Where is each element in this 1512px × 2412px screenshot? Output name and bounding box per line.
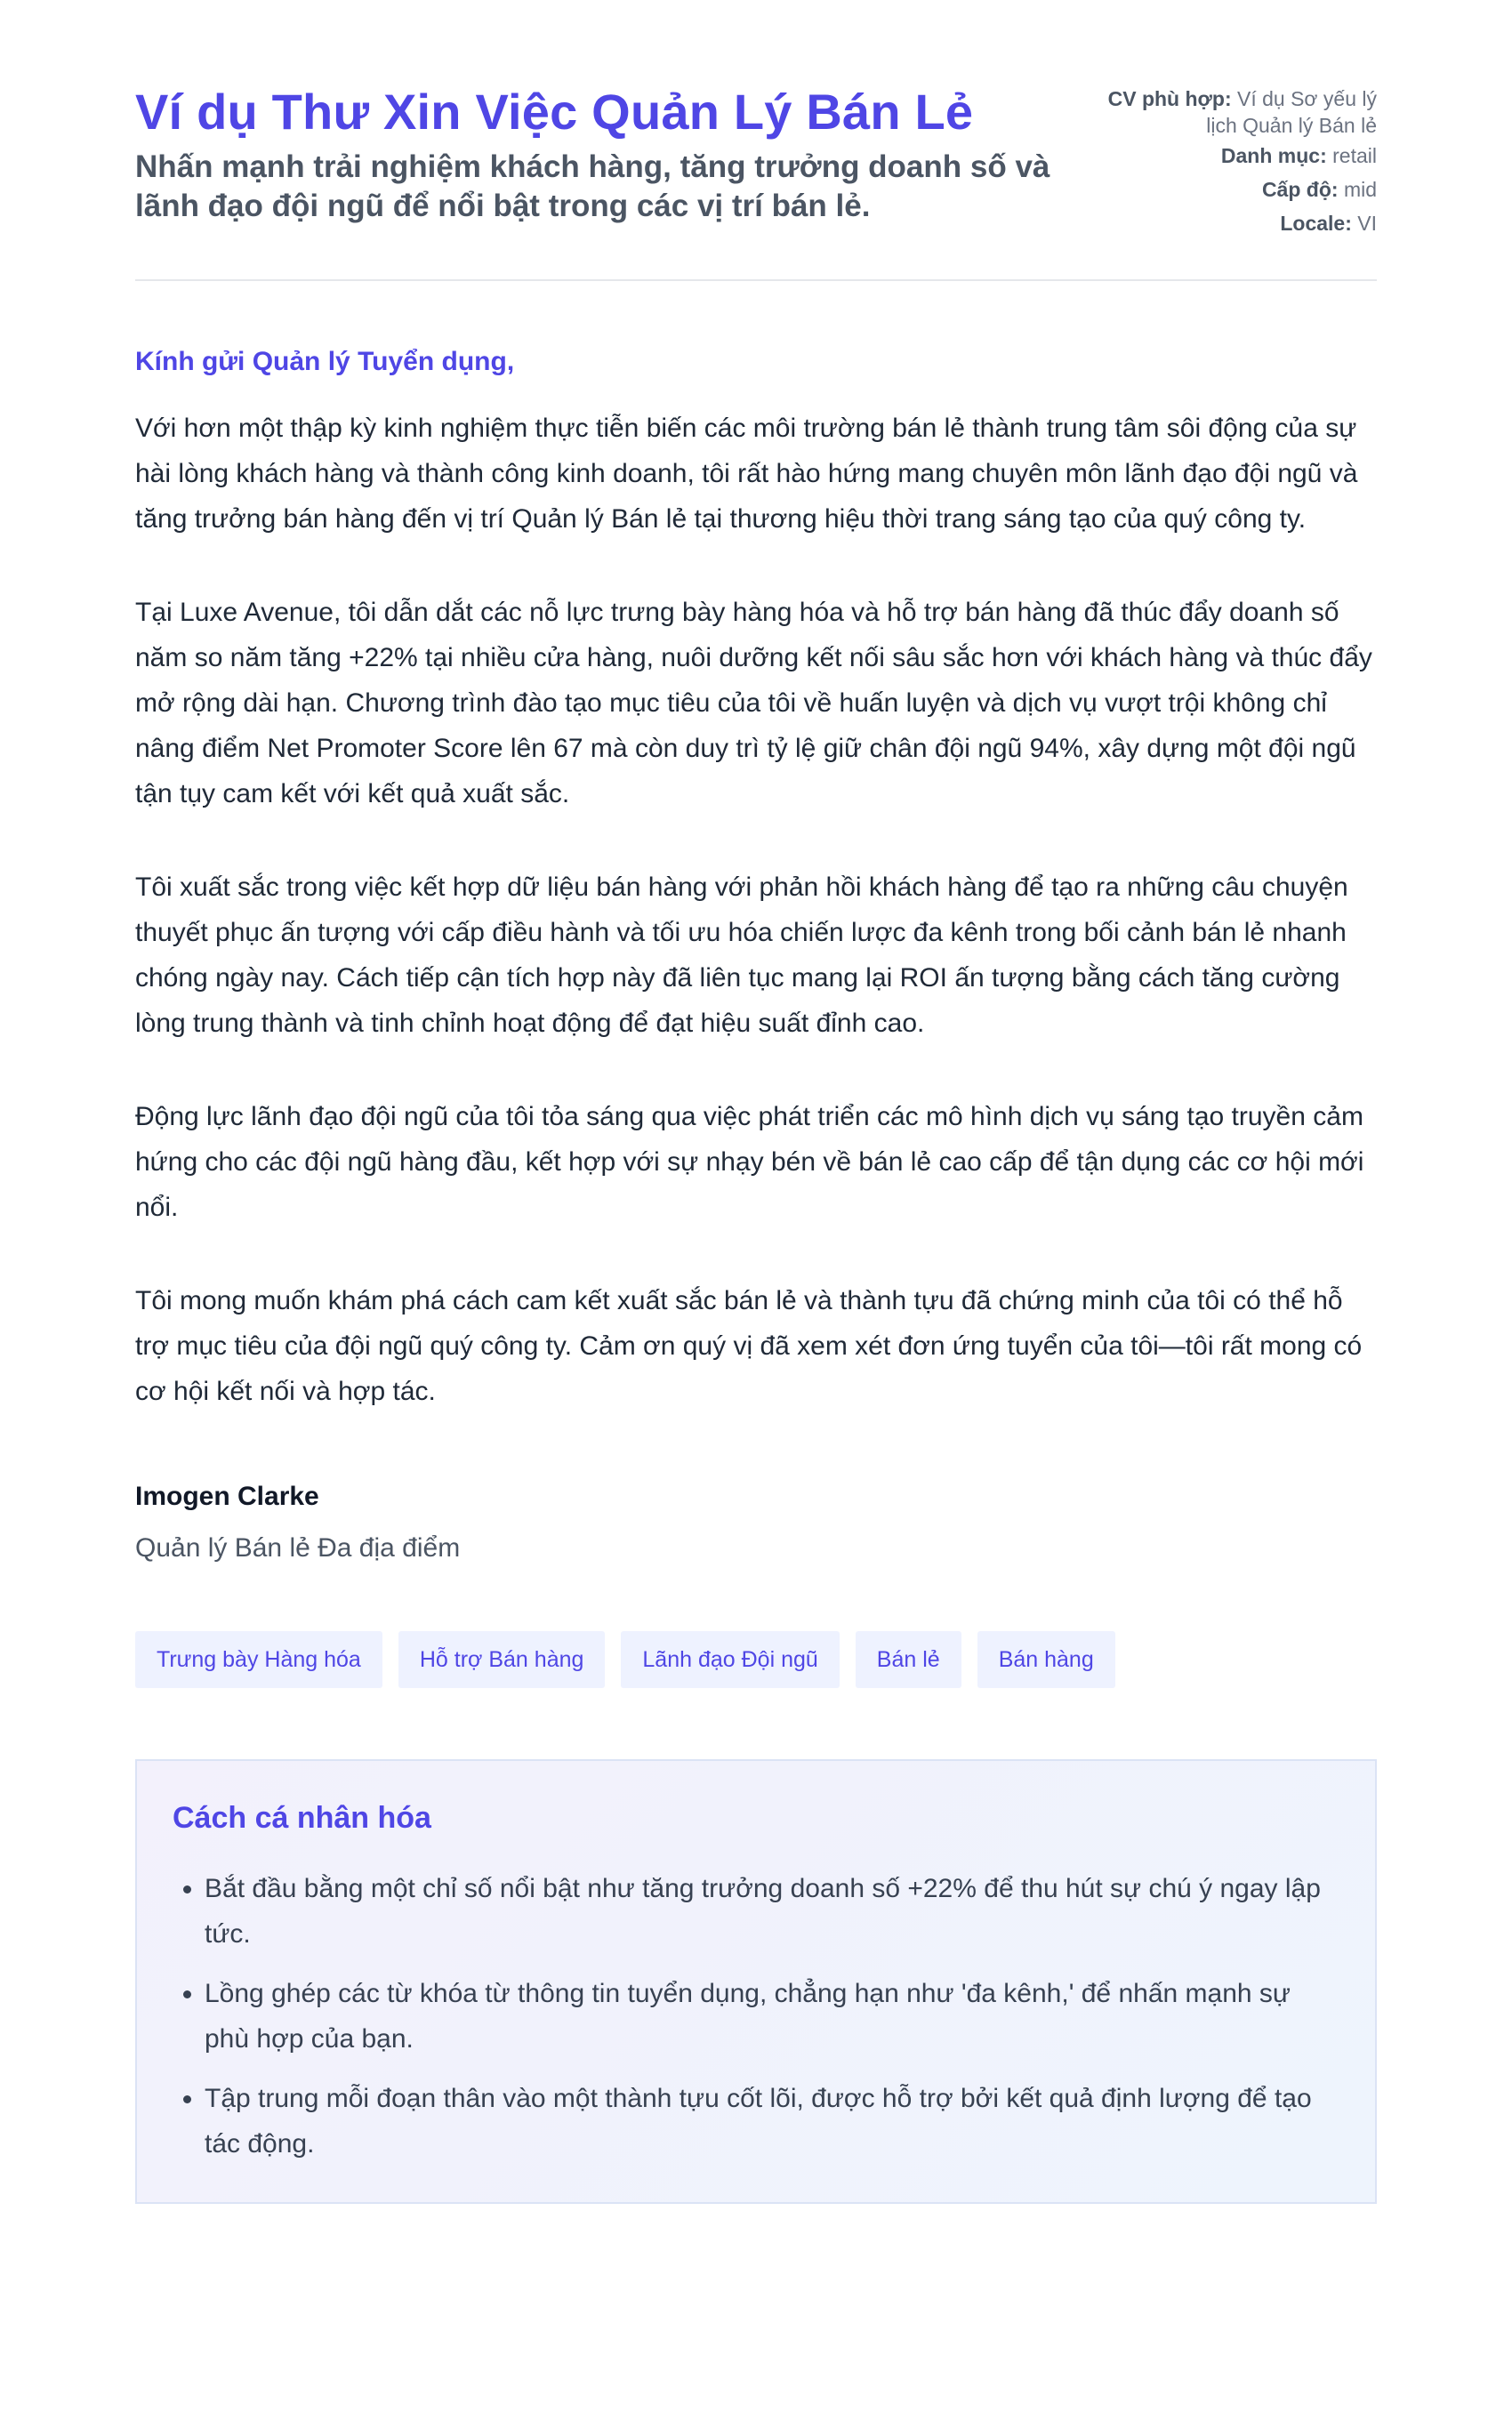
tag[interactable]: Lãnh đạo Đội ngũ <box>621 1631 839 1688</box>
meta-locale-label: Locale: <box>1280 212 1352 235</box>
meta-locale <box>1083 206 1377 240</box>
cover-letter <box>135 281 1377 1567</box>
signature-name: Imogen Clarke <box>135 1482 319 1511</box>
meta-category <box>1083 139 1377 173</box>
signature-title: Quản lý Bán lẻ Đa địa điểm <box>135 1533 461 1563</box>
page-header <box>135 0 1377 281</box>
personalization-tips <box>135 1759 1377 2204</box>
meta-category-label: Danh mục: <box>1220 144 1327 167</box>
meta-cv-value[interactable]: Ví dụ Sơ yếu lý lịch Quản lý Bán lẻ <box>1206 87 1377 137</box>
meta-panel <box>1083 85 1377 240</box>
tips-list <box>173 1866 1339 2167</box>
letter-paragraph: Với hơn một thập kỳ kinh nghiệm thực tiễn biến các môi trường bán lẻ thành trung tâm sôi động của sự hài lòng khách hàng và thành công kinh doanh, tôi rất hào hứng mang chuyên môn lãnh đạo đội ngũ và tăng trưởng bán hàng đến vị trí Quản lý Bán lẻ tại thương hiệu thời trang sáng tạo của quý công ty. <box>135 414 1358 534</box>
letter-paragraph: Tôi xuất sắc trong việc kết hợp dữ liệu bán hàng với phản hồi khách hàng để tạo ra những câu chuyện thuyết phục ấn tượng với cấp điều hành và tối ưu hóa chiến lược đa kênh trong bối cảnh bán lẻ nhanh chóng ngày nay. Cách tiếp cận tích hợp này đã liên tục mang lại ROI ấn tượng bằng cách tăng cường lòng trung thành và tinh chỉnh hoạt động để đạt hiệu suất đỉnh cao. <box>135 872 1348 1038</box>
tag[interactable]: Bán lẻ <box>856 1631 961 1688</box>
meta-level <box>1083 173 1377 206</box>
tag[interactable]: Bán hàng <box>977 1631 1115 1688</box>
letter-paragraph: Tôi mong muốn khám phá cách cam kết xuất sắc bán lẻ và thành tựu đã chứng minh của tôi có thể hỗ trợ mục tiêu của đội ngũ quý công ty. Cảm ơn quý vị đã xem xét đơn ứng tuyển của tôi—tôi rất mong có cơ hội kết nối và hợp tác. <box>135 1286 1363 1406</box>
meta-level-label: Cấp độ: <box>1261 178 1339 201</box>
signature-block <box>135 1478 1377 1567</box>
meta-cv <box>1083 85 1377 139</box>
tip-item: • Bắt đầu bằng một chỉ số nổi bật như tăng trưởng doanh số +22% để thu hút sự chú ý ngay lập tức. <box>205 1866 1339 1957</box>
page-title: Ví dụ Thư Xin Việc Quản Lý Bán Lẻ <box>135 84 974 140</box>
letter-paragraph: Động lực lãnh đạo đội ngũ của tôi tỏa sáng qua việc phát triển các mô hình dịch vụ sáng tạo truyền cảm hứng cho các đội ngũ hàng đầu, kết hợp với sự nhạy bén về bán lẻ cao cấp để tận dụng các cơ hội mới nổi. <box>135 1102 1364 1222</box>
tips-title: Cách cá nhân hóa <box>173 1801 431 1835</box>
meta-cv-label: CV phù hợp: <box>1107 87 1232 110</box>
tag[interactable]: Hỗ trợ Bán hàng <box>398 1631 606 1688</box>
letter-paragraph: Tại Luxe Avenue, tôi dẫn dắt các nỗ lực trưng bày hàng hóa và hỗ trợ bán hàng đã thúc đẩy doanh số năm so năm tăng +22% tại nhiều cửa hàng, nuôi dưỡng kết nối sâu sắc hơn với khách hàng và thúc đẩy mở rộng dài hạn. Chương trình đào tạo mục tiêu của tôi về huấn luyện và dịch vụ vượt trội không chỉ nâng điểm Net Promoter Score lên 67 mà còn duy trì tỷ lệ giữ chân đội ngũ 94%, xây dựng một đội ngũ tận tụy cam kết với kết quả xuất sắc. <box>135 598 1372 808</box>
tag-list <box>135 1631 1377 1688</box>
meta-locale-value: VI <box>1357 212 1377 235</box>
meta-category-value: retail <box>1332 144 1377 167</box>
meta-level-value: mid <box>1343 178 1377 201</box>
tip-item: • Tập trung mỗi đoạn thân vào một thành tựu cốt lõi, được hỗ trợ bởi kết quả định lượng để tạo tác động. <box>205 2076 1339 2167</box>
tag[interactable]: Trưng bày Hàng hóa <box>135 1631 382 1688</box>
tip-item: • Lồng ghép các từ khóa từ thông tin tuyển dụng, chẳng hạn như 'đa kênh,' để nhấn mạnh sự phù hợp của bạn. <box>205 1971 1339 2062</box>
letter-salutation: Kính gửi Quản lý Tuyển dụng, <box>135 347 515 376</box>
page-subtitle: Nhấn mạnh trải nghiệm khách hàng, tăng trưởng doanh số và lãnh đạo đội ngũ để nổi bật trong các vị trí bán lẻ. <box>135 149 1050 223</box>
